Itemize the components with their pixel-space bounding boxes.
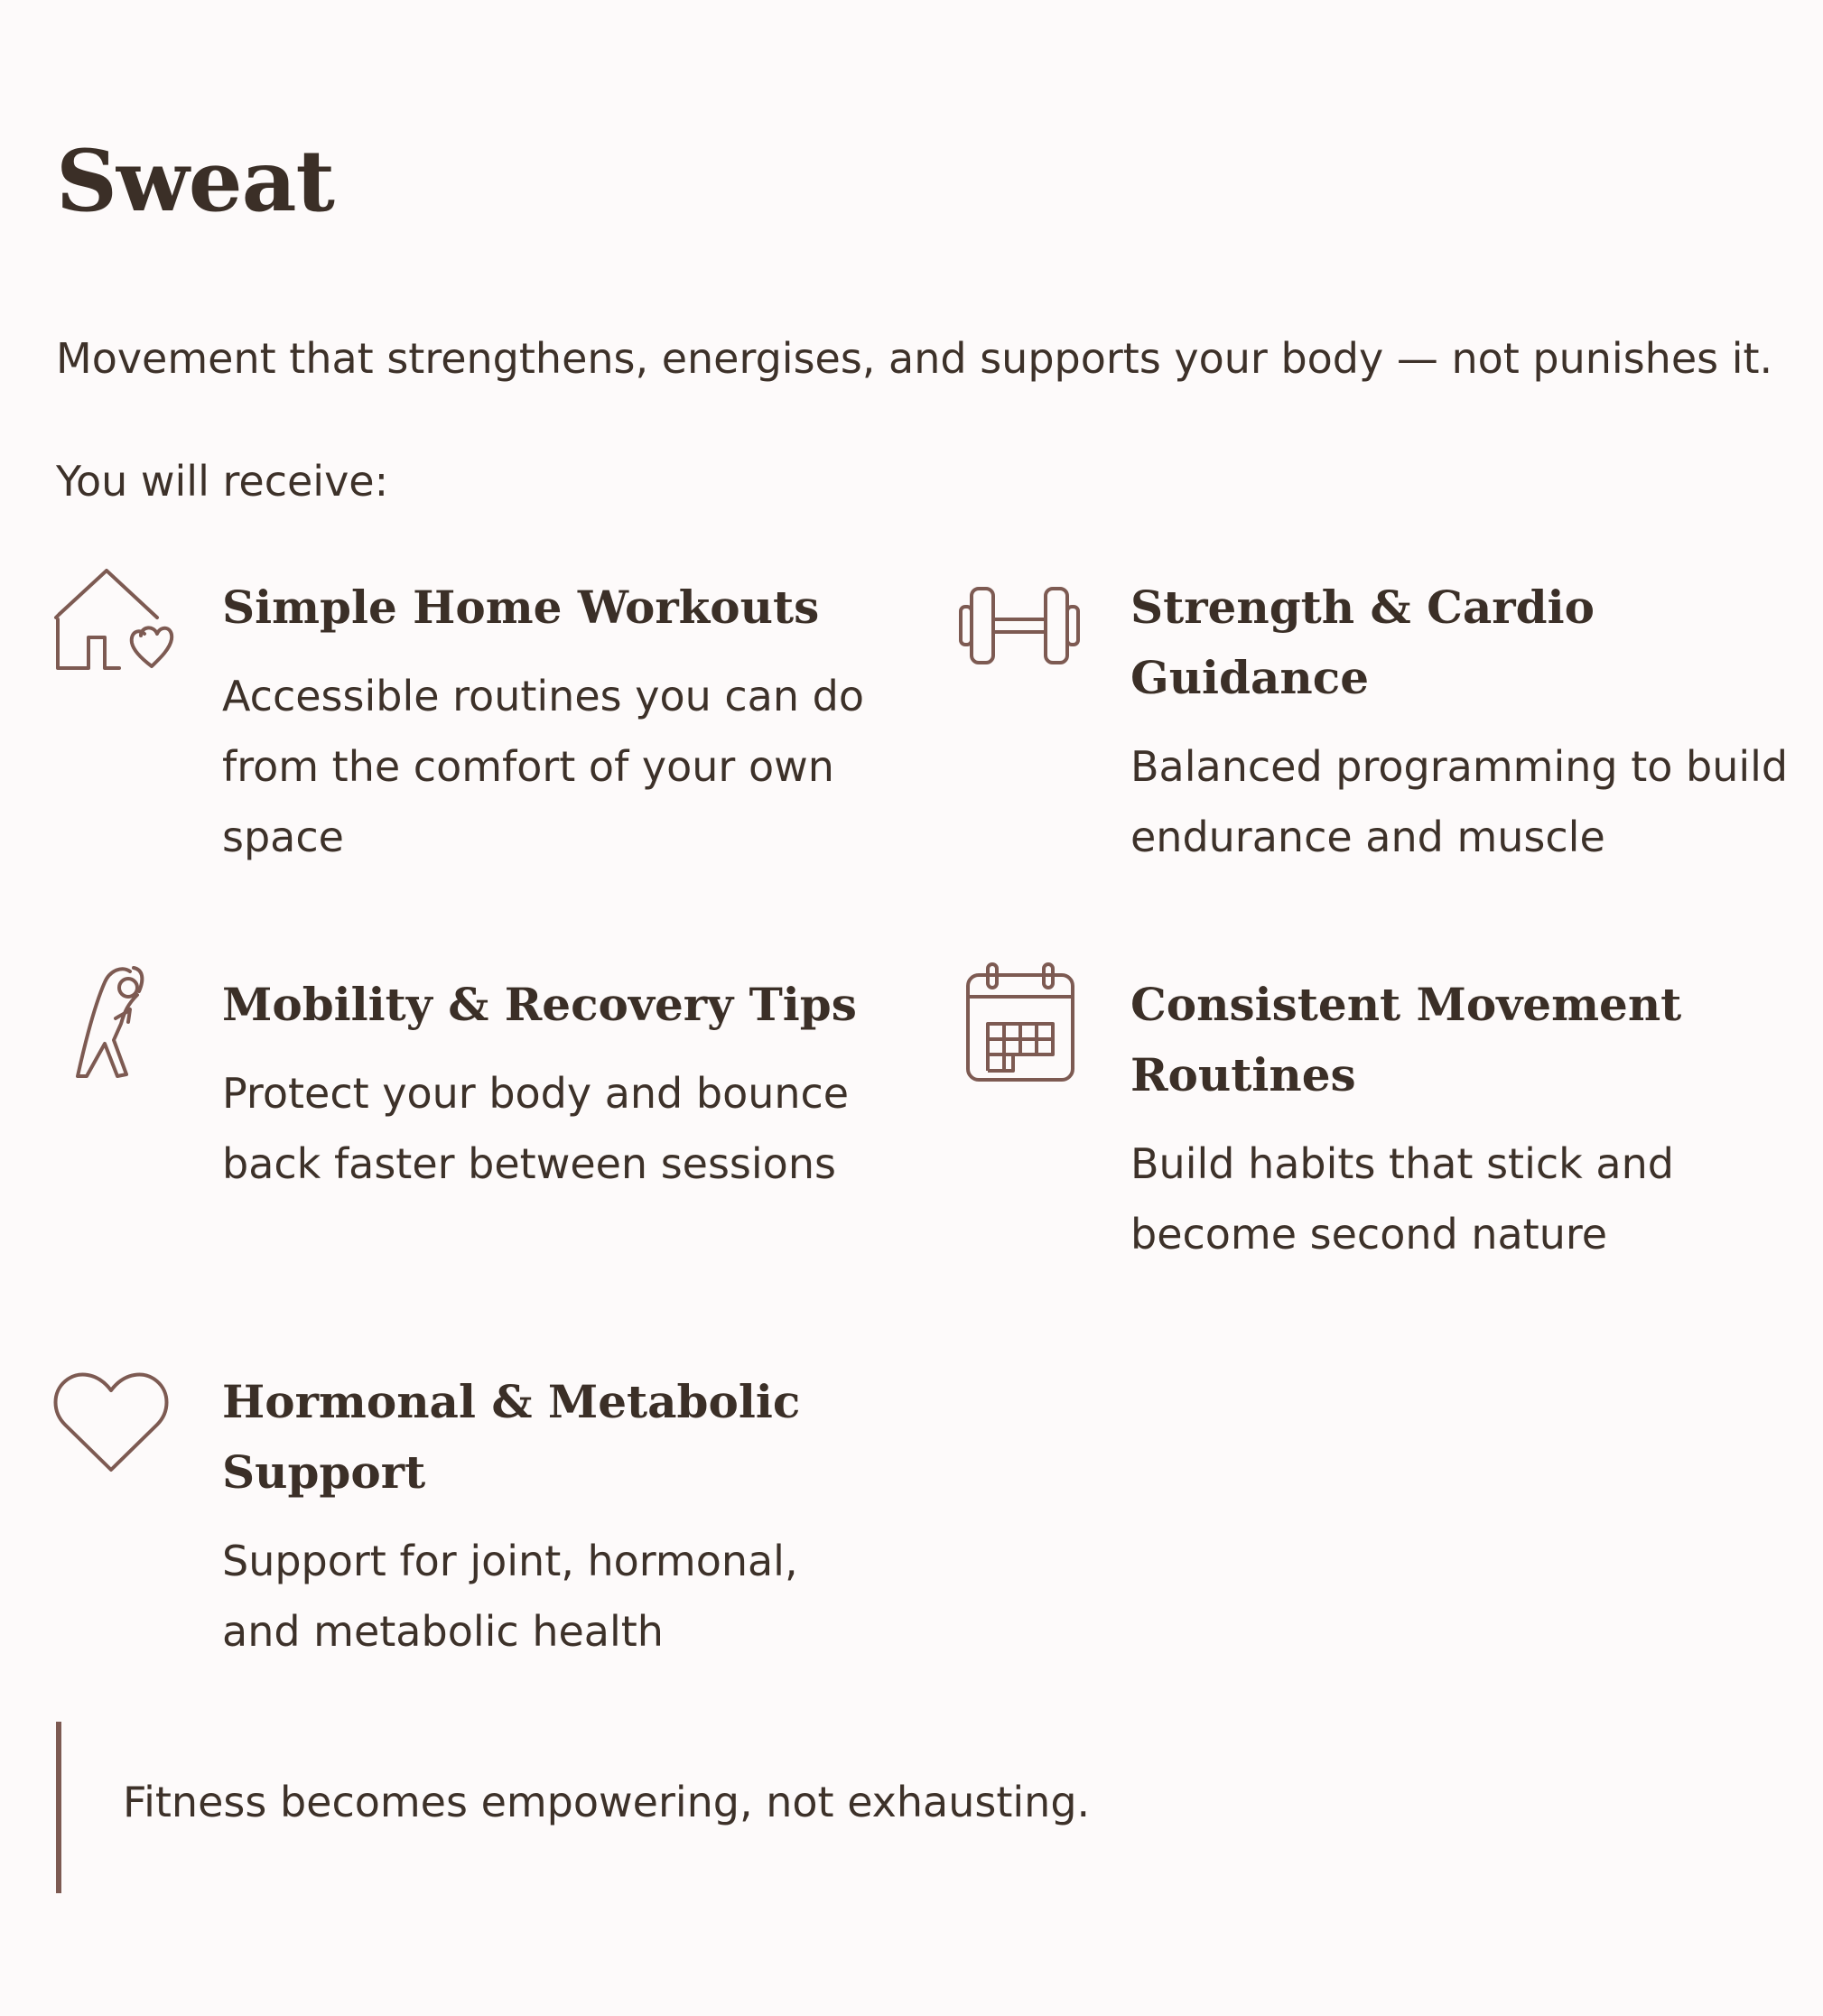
feature-description: Build habits that stick and become second nature xyxy=(1130,1139,1674,1259)
section-intro: Movement that strengthens, energises, and supports your body — not punishes it. xyxy=(56,334,1773,383)
heart-icon xyxy=(52,1369,170,1473)
feature-title: Strength & Cardio Guidance xyxy=(1130,581,1595,704)
feature-title: Simple Home Workouts xyxy=(222,581,820,634)
calendar-icon xyxy=(964,962,1076,1083)
feature-description: Support for joint, hormonal, and metabolic health xyxy=(222,1537,798,1656)
feature-title: Mobility & Recovery Tips xyxy=(222,978,857,1031)
section-title: Sweat xyxy=(56,132,334,231)
receive-label: You will receive: xyxy=(56,457,389,506)
feature-description: Accessible routines you can do from the comfort of your own space xyxy=(222,672,864,861)
stretching-person-icon xyxy=(74,964,146,1082)
quote-block xyxy=(56,1722,1139,1893)
feature-item xyxy=(1130,572,1808,872)
quote-text: Fitness becomes empowering, not exhausting. xyxy=(123,1778,1091,1826)
home-heart-icon xyxy=(52,567,170,684)
feature-title: Hormonal & Metabolic Support xyxy=(222,1375,801,1499)
feature-item xyxy=(222,1367,836,1667)
feature-item xyxy=(222,572,926,872)
feature-item xyxy=(222,970,926,1199)
feature-description: Balanced programming to build endurance and muscle xyxy=(1130,742,1789,861)
feature-description: Protect your body and bounce back faster between sessions xyxy=(222,1069,850,1188)
feature-title: Consistent Movement Routines xyxy=(1130,978,1682,1101)
feature-item xyxy=(1130,970,1726,1269)
dumbbell-icon xyxy=(959,583,1080,668)
